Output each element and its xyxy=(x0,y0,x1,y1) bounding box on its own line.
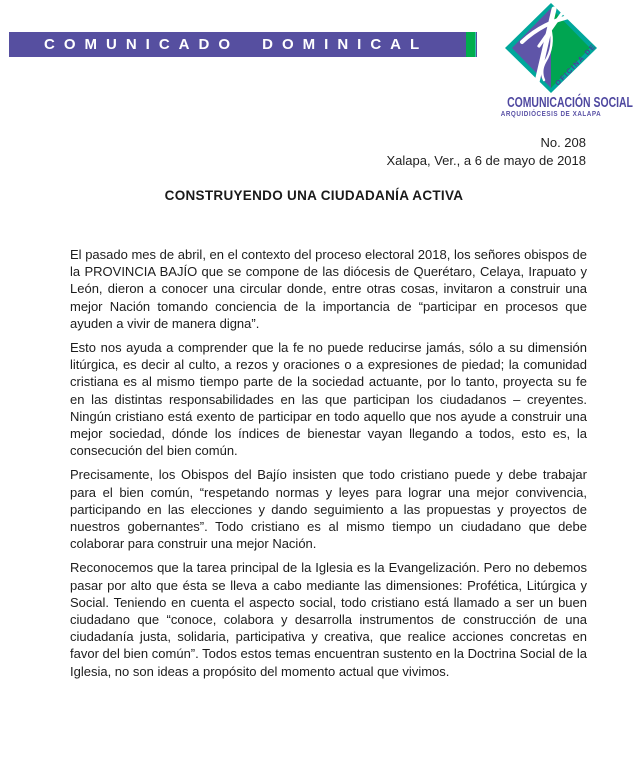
diocese-logo-icon xyxy=(501,2,601,94)
paragraph-4: Reconocemos que la tarea principal de la Iglesia es la Evangelización. Pero no debemos pasar por alto que ésta se lleva a cabo mediante las dimensiones: Profética, Litúrgica y Social. Teniendo en cuenta el aspecto social, todo cristiano está llamado a ser un buen ciudadano que “conoce, colabora y desarrolla instrumentos de construcción de una ciudadanía justa, solidaria, participativa y creativa, que realice acciones concretas en favor del bien común”. Todos estos temas encuentran sustento en la Doctrina Social de la Iglesia, no son ideas a propósito del momento actual que vivimos. xyxy=(70,560,587,679)
meta-block xyxy=(387,134,586,169)
org-subtitle: ARQUIDIÓCESIS DE XALAPA xyxy=(500,111,602,118)
doc-number: No. 208 xyxy=(540,135,586,150)
paragraph-2: Esto nos ayuda a comprender que la fe no puede reducirse jamás, sólo a su dimensión litúrgica, es decir al culto, a rezos y oraciones o a expresiones de piedad; la comunidad cristiana es al mismo tiempo parte de la sociedad actuante, por lo tanto, proyecta su fe en las distintas responsabilidades en las que participan los ciudadanos – creyentes. Ningún cristiano está exento de participar en todo aquello que nos ayude a construir una mejor sociedad, dónde los índices de bienestar vayan llegando a todos, esto es, la consecución del bien común. xyxy=(70,340,587,459)
paragraph-1: El pasado mes de abril, en el contexto del proceso electoral 2018, los señores obispos de la PROVINCIA BAJÍO que se compone de las diócesis de Querétaro, Celaya, Irapuato y León, dieron a conocer una circular donde, entre otras cosas, invitaron a construir una mejor Nación tomando conciencia de la importancia de “participar en procesos que ayuden a vivir de manera digna”. xyxy=(70,247,587,331)
org-name: COMUNICACIÓN SOCIAL xyxy=(507,95,633,111)
dateline: Xalapa, Ver., a 6 de mayo de 2018 xyxy=(386,152,586,168)
banner xyxy=(9,32,477,57)
paragraph-3: Precisamente, los Obispos del Bajío insisten que todo cristiano puede y debe trabajar para el bien común, “respetando normas y leyes para lograr una mejor convivencia, participando en las elecciones y dando seguimiento a las propuestas y proyectos de nuestros gobernantes”. Todo cristiano es al mismo tiempo un ciudadano que debe colaborar para construir una mejor Nación. xyxy=(70,467,587,552)
banner-title: COMUNICADO DOMINICAL xyxy=(44,36,429,53)
doc-body xyxy=(70,246,587,687)
logo-edge-label: OFICINA DE xyxy=(554,42,598,88)
banner-accent-bar xyxy=(466,32,476,57)
logo-block xyxy=(490,2,633,118)
page-title: CONSTRUYENDO UNA CIUDADANÍA ACTIVA xyxy=(164,188,464,203)
